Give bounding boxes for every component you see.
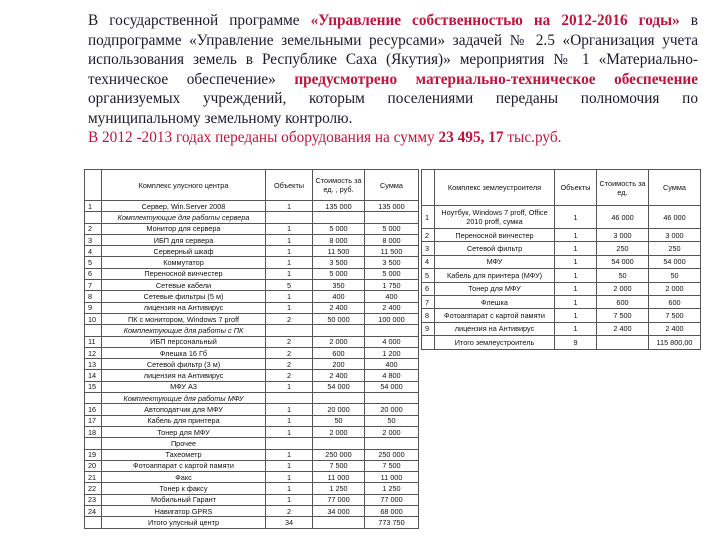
table-row xyxy=(422,282,701,295)
row-number: 1 xyxy=(422,206,435,229)
table-row xyxy=(85,257,419,268)
table-row xyxy=(422,309,701,322)
item-unit-price: 2 000 xyxy=(313,426,365,437)
item-name: Флешка 16 Гб xyxy=(102,347,266,358)
item-quantity: 1 xyxy=(266,494,313,505)
table-row xyxy=(422,229,701,242)
intro-text-1: В государственной программе xyxy=(88,12,311,29)
row-number: 17 xyxy=(85,415,102,426)
table-row xyxy=(85,336,419,347)
table-row xyxy=(85,370,419,381)
summary-prefix: В 2012 -2013 годах переданы оборудования на сумму xyxy=(88,129,439,146)
item-unit-price: 600 xyxy=(597,295,649,308)
item-quantity: 1 xyxy=(266,404,313,415)
item-name: Тонер для МФУ xyxy=(102,426,266,437)
item-name: Ноутбук, Windows 7 proff, Office 2010 proff, сумка xyxy=(435,206,555,229)
item-quantity: 1 xyxy=(266,449,313,460)
item-sum: 115 800,00 xyxy=(649,336,701,349)
item-name: Кабель для принтера xyxy=(102,415,266,426)
item-quantity: 1 xyxy=(266,223,313,234)
item-name: Тонер для МФУ xyxy=(435,282,555,295)
table-row xyxy=(85,438,419,449)
item-sum xyxy=(365,325,419,336)
item-unit-price: 7 500 xyxy=(313,460,365,471)
surveyor-table-header-price: Стоимость за ед. xyxy=(597,170,649,206)
item-name: Переносной винчестер xyxy=(102,268,266,279)
item-sum: 5 000 xyxy=(365,223,419,234)
item-unit-price: 11 000 xyxy=(313,472,365,483)
row-number xyxy=(85,325,102,336)
item-quantity: 1 xyxy=(266,246,313,257)
item-name: ИБП для сервера xyxy=(102,234,266,245)
item-name: лицензия на Антивирус xyxy=(435,322,555,335)
item-unit-price: 77 000 xyxy=(313,494,365,505)
intro-text-2: в подпрограмме «Управление земельными ресурсами» задачей № 2.5 «Организация учета использования земель в Республике Саха (Якутия)» мероприятия № 1 «Материально-техническое обеспечение» xyxy=(88,12,698,88)
row-number: 8 xyxy=(85,291,102,302)
item-unit-price: 34 000 xyxy=(313,506,365,517)
item-unit-price: 250 000 xyxy=(313,449,365,460)
item-unit-price: 2 400 xyxy=(313,302,365,313)
ulus-table-header-sum: Сумма xyxy=(365,170,419,201)
item-quantity: 1 xyxy=(266,415,313,426)
table-row xyxy=(422,336,701,349)
item-name: Сетевые кабели xyxy=(102,280,266,291)
item-unit-price: 20 000 xyxy=(313,404,365,415)
table-row xyxy=(85,347,419,358)
land-surveyor-table xyxy=(421,169,701,350)
row-number: 9 xyxy=(422,322,435,335)
item-name: ИБП персональный xyxy=(102,336,266,347)
table-row xyxy=(422,322,701,335)
row-number xyxy=(422,336,435,349)
item-quantity: 1 xyxy=(266,460,313,471)
item-name: Сетевой фильтр xyxy=(435,242,555,255)
row-number: 8 xyxy=(422,309,435,322)
item-quantity: 1 xyxy=(555,206,597,229)
table-row xyxy=(85,483,419,494)
item-unit-price: 350 xyxy=(313,280,365,291)
item-name: Тахеометр xyxy=(102,449,266,460)
row-number: 7 xyxy=(85,280,102,291)
item-quantity: 2 xyxy=(266,370,313,381)
item-quantity: 1 xyxy=(266,268,313,279)
table-row xyxy=(422,206,701,229)
item-quantity: 1 xyxy=(266,257,313,268)
table-row xyxy=(85,506,419,517)
item-unit-price: 2 000 xyxy=(597,282,649,295)
item-sum: 1 250 xyxy=(365,483,419,494)
row-number: 7 xyxy=(422,295,435,308)
row-number: 2 xyxy=(422,229,435,242)
item-name: Итого землеустроитель xyxy=(435,336,555,349)
item-quantity: 2 xyxy=(266,336,313,347)
item-sum: 11 500 xyxy=(365,246,419,257)
item-quantity: 1 xyxy=(266,426,313,437)
item-sum: 46 000 xyxy=(649,206,701,229)
item-quantity xyxy=(266,393,313,404)
item-sum: 250 xyxy=(649,242,701,255)
item-name: Фотоаппарат с картой памяти xyxy=(102,460,266,471)
item-sum: 5 000 xyxy=(365,268,419,279)
item-unit-price: 3 000 xyxy=(597,229,649,242)
row-number: 13 xyxy=(85,359,102,370)
item-quantity: 2 xyxy=(266,347,313,358)
row-number xyxy=(85,393,102,404)
surveyor-table-header-row xyxy=(422,170,701,206)
surveyor-table-header-qty: Объекты xyxy=(555,170,597,206)
table-row xyxy=(85,359,419,370)
item-sum: 20 000 xyxy=(365,404,419,415)
item-unit-price: 2 400 xyxy=(597,322,649,335)
item-unit-price xyxy=(313,325,365,336)
item-quantity: 2 xyxy=(266,506,313,517)
item-sum: 3 500 xyxy=(365,257,419,268)
row-number: 24 xyxy=(85,506,102,517)
item-name: Навигатор GPRS xyxy=(102,506,266,517)
item-name: лицензия на Антивирус xyxy=(102,302,266,313)
row-number: 20 xyxy=(85,460,102,471)
item-unit-price: 54 000 xyxy=(313,381,365,392)
row-number: 6 xyxy=(422,282,435,295)
intro-paragraph xyxy=(88,11,698,128)
item-name: Фотоаппарат с картой памяти xyxy=(435,309,555,322)
item-sum: 2 000 xyxy=(649,282,701,295)
row-number: 1 xyxy=(85,201,102,212)
item-quantity: 1 xyxy=(555,322,597,335)
item-quantity: 1 xyxy=(555,242,597,255)
ulus-table-header-row xyxy=(85,170,419,201)
item-name: Переносной винчестер xyxy=(435,229,555,242)
item-quantity: 34 xyxy=(266,517,313,528)
table-row xyxy=(85,234,419,245)
item-quantity: 1 xyxy=(266,472,313,483)
item-sum: 1 200 xyxy=(365,347,419,358)
item-sum: 400 xyxy=(365,359,419,370)
item-name: Сетевые фильтры (5 м) xyxy=(102,291,266,302)
item-unit-price: 7 500 xyxy=(597,309,649,322)
table-row xyxy=(85,494,419,505)
item-unit-price: 50 000 xyxy=(313,313,365,324)
row-number: 3 xyxy=(85,234,102,245)
table-row xyxy=(85,280,419,291)
item-sum: 600 xyxy=(649,295,701,308)
table-row xyxy=(85,201,419,212)
table-row xyxy=(85,426,419,437)
item-quantity xyxy=(266,438,313,449)
item-unit-price: 50 xyxy=(597,269,649,282)
table-row xyxy=(85,460,419,471)
item-sum: 11 000 xyxy=(365,472,419,483)
row-number: 2 xyxy=(85,223,102,234)
table-row xyxy=(85,291,419,302)
table-row xyxy=(85,325,419,336)
row-number: 18 xyxy=(85,426,102,437)
item-sum: 4 800 xyxy=(365,370,419,381)
row-number: 5 xyxy=(85,257,102,268)
item-quantity: 1 xyxy=(266,483,313,494)
table-row xyxy=(85,302,419,313)
item-name: Флешка xyxy=(435,295,555,308)
item-sum xyxy=(365,438,419,449)
table-row xyxy=(85,393,419,404)
item-unit-price xyxy=(313,393,365,404)
table-row xyxy=(85,381,419,392)
table-row xyxy=(85,404,419,415)
summary-amount: 23 495, 17 xyxy=(438,129,504,146)
item-sum: 1 750 xyxy=(365,280,419,291)
item-sum: 3 000 xyxy=(649,229,701,242)
item-quantity: 1 xyxy=(555,269,597,282)
table-row xyxy=(422,255,701,268)
item-sum: 54 000 xyxy=(649,255,701,268)
item-name: Сервер, Win.Server 2008 xyxy=(102,201,266,212)
table-row xyxy=(85,212,419,223)
item-quantity xyxy=(266,212,313,223)
row-number: 4 xyxy=(85,246,102,257)
table-row xyxy=(85,415,419,426)
row-number: 3 xyxy=(422,242,435,255)
row-number: 15 xyxy=(85,381,102,392)
table-row xyxy=(422,269,701,282)
provision-highlight: предусмотрено материально-техническое обеспечение xyxy=(294,70,698,88)
item-unit-price: 135 000 xyxy=(313,201,365,212)
item-unit-price: 600 xyxy=(313,347,365,358)
summary-suffix: тыс.руб. xyxy=(503,129,562,146)
item-sum: 4 000 xyxy=(365,336,419,347)
row-number xyxy=(85,517,102,528)
item-sum: 54 000 xyxy=(365,381,419,392)
item-name: Комплектующие для работы с ПК xyxy=(102,325,266,336)
row-number: 19 xyxy=(85,449,102,460)
item-sum: 7 500 xyxy=(365,460,419,471)
row-number xyxy=(85,438,102,449)
item-name: Прочее xyxy=(102,438,266,449)
item-name: Комплектующие для работы МФУ xyxy=(102,393,266,404)
table-row xyxy=(85,246,419,257)
item-unit-price xyxy=(313,212,365,223)
item-sum: 77 000 xyxy=(365,494,419,505)
surveyor-table-header-num xyxy=(422,170,435,206)
item-quantity: 1 xyxy=(266,381,313,392)
row-number: 9 xyxy=(85,302,102,313)
table-row xyxy=(422,242,701,255)
item-unit-price xyxy=(597,336,649,349)
row-number: 12 xyxy=(85,347,102,358)
item-sum: 100 000 xyxy=(365,313,419,324)
item-quantity: 1 xyxy=(555,295,597,308)
item-name: Мобильный Гарант xyxy=(102,494,266,505)
item-sum: 8 000 xyxy=(365,234,419,245)
ulus-table-header-qty: Объекты xyxy=(266,170,313,201)
item-name: Комплектующие для работы сервера xyxy=(102,212,266,223)
row-number: 22 xyxy=(85,483,102,494)
item-unit-price: 8 000 xyxy=(313,234,365,245)
item-quantity: 1 xyxy=(266,234,313,245)
item-unit-price xyxy=(313,438,365,449)
item-name: ПК с монитором, Windows 7 proff xyxy=(102,313,266,324)
item-name: Автоподатчик для МФУ xyxy=(102,404,266,415)
table-row xyxy=(85,449,419,460)
item-unit-price: 54 000 xyxy=(597,255,649,268)
row-number xyxy=(85,212,102,223)
item-sum: 2 000 xyxy=(365,426,419,437)
ulus-center-table xyxy=(84,169,419,529)
item-name: Факс xyxy=(102,472,266,483)
summary-line xyxy=(88,128,698,148)
table-row xyxy=(85,268,419,279)
row-number: 5 xyxy=(422,269,435,282)
item-name: Коммутатор xyxy=(102,257,266,268)
row-number: 16 xyxy=(85,404,102,415)
item-sum: 773 750 xyxy=(365,517,419,528)
item-unit-price: 2 400 xyxy=(313,370,365,381)
item-name: МФУ А3 xyxy=(102,381,266,392)
item-name: Серверный шкаф xyxy=(102,246,266,257)
program-name: «Управление собственностью на 2012-2016 годы» xyxy=(310,12,680,29)
item-quantity: 1 xyxy=(555,255,597,268)
row-number: 4 xyxy=(422,255,435,268)
item-sum xyxy=(365,393,419,404)
item-quantity: 1 xyxy=(266,291,313,302)
item-sum: 400 xyxy=(365,291,419,302)
item-unit-price: 11 500 xyxy=(313,246,365,257)
item-sum: 50 xyxy=(365,415,419,426)
item-unit-price: 200 xyxy=(313,359,365,370)
item-unit-price: 5 000 xyxy=(313,268,365,279)
table-row xyxy=(422,295,701,308)
item-unit-price: 46 000 xyxy=(597,206,649,229)
item-unit-price: 3 500 xyxy=(313,257,365,268)
item-quantity: 2 xyxy=(266,359,313,370)
item-sum: 2 400 xyxy=(649,322,701,335)
item-quantity: 1 xyxy=(555,309,597,322)
item-quantity: 1 xyxy=(266,302,313,313)
item-unit-price: 2 000 xyxy=(313,336,365,347)
table-row xyxy=(85,517,419,528)
item-quantity: 1 xyxy=(266,201,313,212)
item-unit-price xyxy=(313,517,365,528)
surveyor-table-header-sum: Сумма xyxy=(649,170,701,206)
item-sum xyxy=(365,212,419,223)
row-number: 14 xyxy=(85,370,102,381)
item-sum: 250 000 xyxy=(365,449,419,460)
item-name: Итого улусный центр xyxy=(102,517,266,528)
table-row xyxy=(85,223,419,234)
table-row xyxy=(85,313,419,324)
item-name: Тонер к факсу xyxy=(102,483,266,494)
table-row xyxy=(85,472,419,483)
item-unit-price: 400 xyxy=(313,291,365,302)
ulus-table-header-price: Стоимость за ед. , руб. xyxy=(313,170,365,201)
item-sum: 50 xyxy=(649,269,701,282)
item-sum: 2 400 xyxy=(365,302,419,313)
surveyor-table-header-name: Комплекс землеустроителя xyxy=(435,170,555,206)
item-quantity: 1 xyxy=(555,282,597,295)
item-name: Монитор для сервера xyxy=(102,223,266,234)
item-quantity xyxy=(266,325,313,336)
ulus-table-header-num xyxy=(85,170,102,201)
item-sum: 135 000 xyxy=(365,201,419,212)
item-quantity: 2 xyxy=(266,313,313,324)
item-name: лицензия на Антивирус xyxy=(102,370,266,381)
row-number: 11 xyxy=(85,336,102,347)
item-name: Кабель для принтера (МФУ) xyxy=(435,269,555,282)
item-sum: 68 000 xyxy=(365,506,419,517)
row-number: 6 xyxy=(85,268,102,279)
row-number: 21 xyxy=(85,472,102,483)
item-name: МФУ xyxy=(435,255,555,268)
item-unit-price: 50 xyxy=(313,415,365,426)
intro-text-3: организуемых учреждений, которым поселениями переданы полномочия по муниципальному земельному контролю. xyxy=(88,90,698,127)
item-quantity: 5 xyxy=(266,280,313,291)
item-unit-price: 250 xyxy=(597,242,649,255)
item-sum: 7 500 xyxy=(649,309,701,322)
ulus-table-header-name: Комплекс улусного центра xyxy=(102,170,266,201)
row-number: 10 xyxy=(85,313,102,324)
item-unit-price: 1 250 xyxy=(313,483,365,494)
item-name: Сетевой фильтр (3 м) xyxy=(102,359,266,370)
item-unit-price: 5 000 xyxy=(313,223,365,234)
item-quantity: 9 xyxy=(555,336,597,349)
row-number: 23 xyxy=(85,494,102,505)
item-quantity: 1 xyxy=(555,229,597,242)
